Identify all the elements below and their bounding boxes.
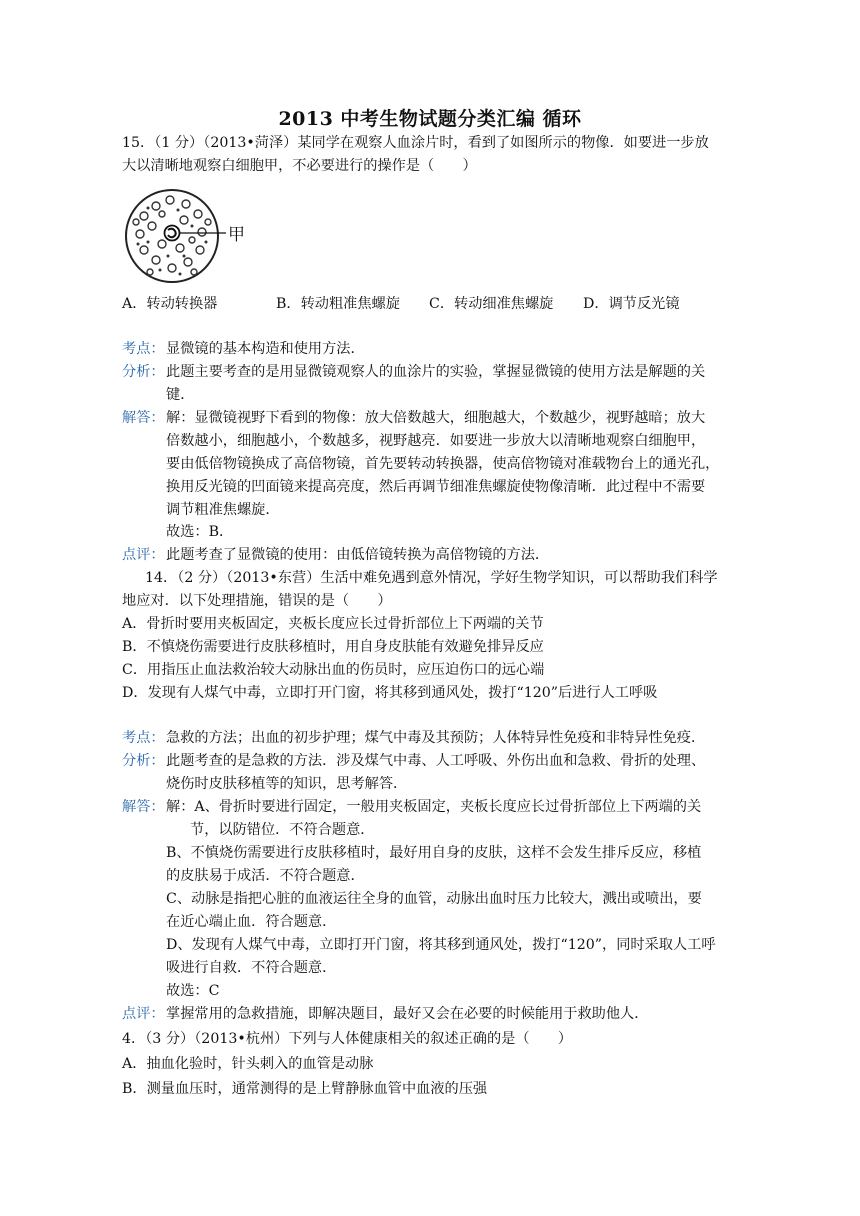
- q15-kaodian-text: 显微镜的基本构造和使用方法．: [166, 341, 365, 357]
- q14-jieda-b-line1: B、不慎烧伤需要进行皮肤移植时，最好用自身的皮肤，这样不会发生排斥反应，移植: [166, 845, 702, 861]
- blood-smear-figure: [122, 186, 252, 286]
- q15-jieda-line2: 倍数越小，细胞越小，个数越多，视野越亮．如要进一步放大以清晰地观察白细胞甲，: [166, 433, 706, 449]
- q14-option-a: A．骨折时要用夹板固定，夹板长度应长过骨折部位上下两端的关节: [122, 616, 544, 632]
- q4-option-b: B．测量血压时，通常测得的是上臂静脉血管中血液的压强: [122, 1081, 488, 1097]
- q14-kaodian-label: 考点：: [122, 730, 165, 746]
- q4-stem: 4．（3 分）（2013•杭州）下列与人体健康相关的叙述正确的是（ ）: [122, 1031, 573, 1047]
- q14-kaodian-text: 急救的方法；出血的初步护理；煤气中毒及其预防；人体特异性免疫和非特异性免疫．: [166, 730, 706, 746]
- q15-jieda-line1: 解：显微镜视野下看到的物像：放大倍数越大，细胞越大，个数越少，视野越暗；放大: [166, 410, 706, 426]
- q14-option-c: C．用指压止血法救治较大动脉出血的伤员时，应压迫伤口的远心端: [122, 662, 545, 678]
- q15-fenxi-label: 分析：: [122, 364, 165, 380]
- q14-answer: 故选：C: [166, 983, 220, 999]
- q14-dianping-label: 点评：: [122, 1006, 165, 1022]
- q14-stem-line2: 地应对．以下处理措施，错误的是（ ）: [122, 593, 392, 609]
- q15-jieda-line4: 换用反光镜的凹面镜来提高亮度，然后再调节细准焦螺旋使物像清晰．此过程中不需要: [166, 479, 706, 495]
- q15-fenxi-line1: 此题主要考查的是用显微镜观察人的血涂片的实验，掌握显微镜的使用方法是解题的关: [166, 364, 706, 380]
- q14-fenxi-line2: 烧伤时皮肤移植等的知识，思考解答．: [166, 776, 408, 792]
- q15-dianping-text: 此题考查了显微镜的使用：由低倍镜转换为高倍物镜的方法．: [166, 547, 550, 563]
- q15-option-c: C．转动细准焦螺旋: [429, 296, 554, 312]
- q15-stem-line2: 大以清晰地观察白细胞甲，不必要进行的操作是（ ）: [122, 158, 477, 174]
- q15-dianping-label: 点评：: [122, 547, 165, 563]
- q15-answer: 故选：B．: [166, 524, 234, 540]
- q14-jieda-a-line1: 解：A、骨折时要进行固定，一般用夹板固定，夹板长度应长过骨折部位上下两端的关: [166, 799, 702, 815]
- q14-jieda-a-line2: 节，以防错位．不符合题意．: [190, 822, 375, 838]
- q14-jieda-b-line2: 的皮肤易于成活．不符合题意．: [166, 868, 365, 884]
- q14-stem-line1: 14．（2 分）（2013•东营）生活中难免遇到意外情况，学好生物学知识，可以帮助我们科学: [145, 570, 718, 586]
- q15-option-d: D．调节反光镜: [583, 296, 680, 312]
- figure-label-jia: 甲: [228, 225, 245, 245]
- q14-dianping-text: 掌握常用的急救措施，即解决题目，最好又会在必要的时候能用于救助他人．: [166, 1006, 649, 1022]
- q15-jieda-line3: 要由低倍物镜换成了高倍物镜，首先要转动转换器，使高倍物镜对准载物台上的通光孔，: [166, 456, 720, 472]
- q14-jieda-d-line2: 吸进行自救．不符合题意．: [166, 960, 337, 976]
- q14-jieda-d-line1: D、发现有人煤气中毒，立即打开门窗，将其移到通风处，拨打“120”，同时采取人工呼: [166, 937, 716, 953]
- q15-option-b: B．转动粗准焦螺旋: [276, 296, 400, 312]
- q4-option-a: A．抽血化验时，针头刺入的血管是动脉: [122, 1056, 374, 1072]
- q14-option-d: D．发现有人煤气中毒，立即打开门窗，将其移到通风处，拨打“120”后进行人工呼吸: [122, 685, 658, 701]
- q14-jieda-c-line1: C、动脉是指把心脏的血液运往全身的血管，动脉出血时压力比较大，溅出或喷出，要: [166, 891, 702, 907]
- q15-fenxi-line2: 键．: [166, 387, 195, 403]
- q15-stem-line1: 15．（1 分）（2013•菏泽）某同学在观察人血涂片时，看到了如图所示的物像．如要进一步放: [122, 135, 709, 151]
- q15-jieda-label: 解答：: [122, 410, 165, 426]
- q15-jieda-line5: 调节粗准焦螺旋．: [166, 502, 280, 518]
- q14-fenxi-label: 分析：: [122, 753, 165, 769]
- q14-jieda-label: 解答：: [122, 799, 165, 815]
- q15-kaodian-label: 考点：: [122, 341, 165, 357]
- q14-fenxi-line1: 此题考查的是急救的方法．涉及煤气中毒、人工呼吸、外伤出血和急救、骨折的处理、: [166, 753, 706, 769]
- q14-jieda-c-line2: 在近心端止血．符合题意．: [166, 914, 337, 930]
- document-title: 2013 中考生物试题分类汇编 循环: [278, 108, 582, 130]
- q14-option-b: B．不慎烧伤需要进行皮肤移植时，用自身皮肤能有效避免排异反应: [122, 639, 544, 655]
- q15-option-a: A．转动转换器: [122, 296, 218, 312]
